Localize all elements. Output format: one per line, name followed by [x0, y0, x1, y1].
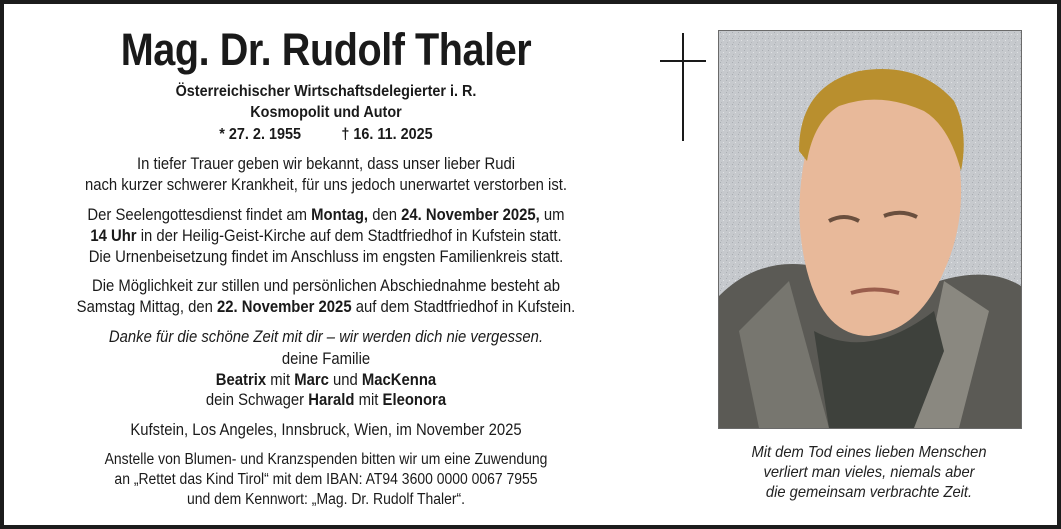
family-line-2: dein Schwager Harald mit Eleonora: [205, 391, 447, 409]
farewell-line-2: Samstag Mittag, den 22. November 2025 auf dem Stadtfriedhof in Kufstein.: [76, 298, 576, 316]
quote-line: die gemeinsam verbrachte Zeit.: [765, 484, 973, 501]
cross-icon: [660, 33, 708, 141]
farewell-line-1: Die Möglichkeit zur stillen und persönlichen Abschiednahme besteht ab: [91, 277, 561, 295]
service-line-1: Der Seelengottesdienst findet am Montag, den 24. November 2025, um: [87, 206, 565, 224]
donation-line: an „Rettet das Kind Tirol“ mit dem IBAN: AT94 3600 0000 0067 7955: [114, 471, 538, 488]
deceased-name: Mag. Dr. Rudolf Thaler: [120, 24, 532, 75]
announcement-line: nach kurzer schwerer Krankheit, für uns jedoch unerwartet verstorben ist.: [84, 176, 568, 194]
death-date: † 16. 11. 2025: [341, 126, 433, 143]
title-line-1: Österreichischer Wirtschaftsdelegierter i. R.: [175, 83, 477, 100]
announcement-line: In tiefer Trauer geben wir bekannt, dass unser lieber Rudi: [136, 155, 516, 173]
quote-line: verliert man vieles, niemals aber: [763, 464, 975, 481]
thanks-line: Danke für die schöne Zeit mit dir – wir werden dich nie vergessen.: [108, 328, 544, 346]
portrait-illustration: [719, 31, 1021, 428]
title-line-2: Kosmopolit und Autor: [250, 104, 402, 121]
family-intro: deine Familie: [281, 350, 371, 368]
portrait-photo: [718, 30, 1022, 429]
birth-date: * 27. 2. 1955: [219, 126, 301, 143]
life-dates: [40, 125, 612, 145]
donation-line: Anstelle von Blumen- und Kranzspenden bitten wir um eine Zuwendung: [104, 451, 548, 468]
family-line-1: Beatrix mit Marc und MacKenna: [215, 371, 437, 389]
memorial-quote: [717, 443, 1021, 503]
burial-line: Die Urnenbeisetzung findet im Anschluss im engsten Familienkreis statt.: [88, 248, 564, 266]
donation-line: und dem Kennwort: „Mag. Dr. Rudolf Thaler“.: [186, 491, 466, 508]
service-line-2: 14 Uhr in der Heilig-Geist-Kirche auf dem Stadtfriedhof in Kufstein statt.: [90, 227, 562, 245]
places-line: Kufstein, Los Angeles, Innsbruck, Wien, im November 2025: [130, 421, 522, 439]
quote-line: Mit dem Tod eines lieben Menschen: [751, 444, 987, 461]
